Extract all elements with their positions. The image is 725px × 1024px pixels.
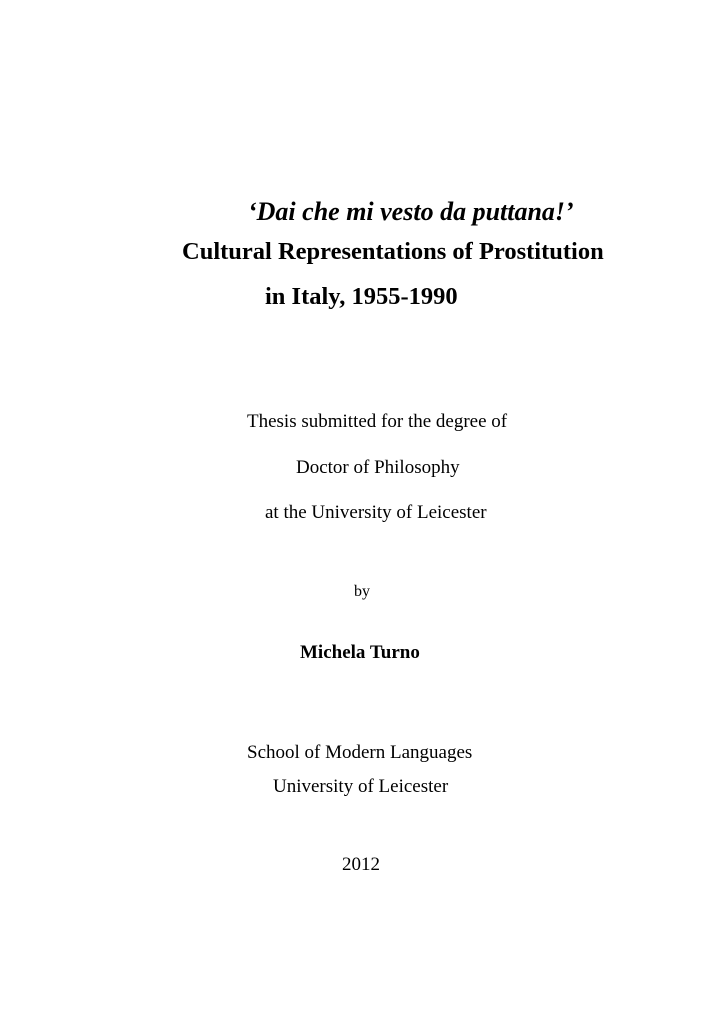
thesis-title-line-2: in Italy, 1955-1990 <box>265 283 458 310</box>
by-label: by <box>354 583 370 600</box>
thesis-title-quote: ‘Dai che mi vesto da puttana!’ <box>248 197 574 226</box>
degree-institution: at the University of Leicester <box>265 502 487 523</box>
degree-statement-line-1: Thesis submitted for the degree of <box>247 411 508 432</box>
university-name: University of Leicester <box>273 776 449 797</box>
author-name: Michela Turno <box>300 642 420 663</box>
school-name: School of Modern Languages <box>247 742 473 763</box>
submission-year: 2012 <box>342 854 380 875</box>
thesis-title-line-1: Cultural Representations of Prostitution <box>182 238 604 265</box>
degree-name: Doctor of Philosophy <box>296 457 460 478</box>
